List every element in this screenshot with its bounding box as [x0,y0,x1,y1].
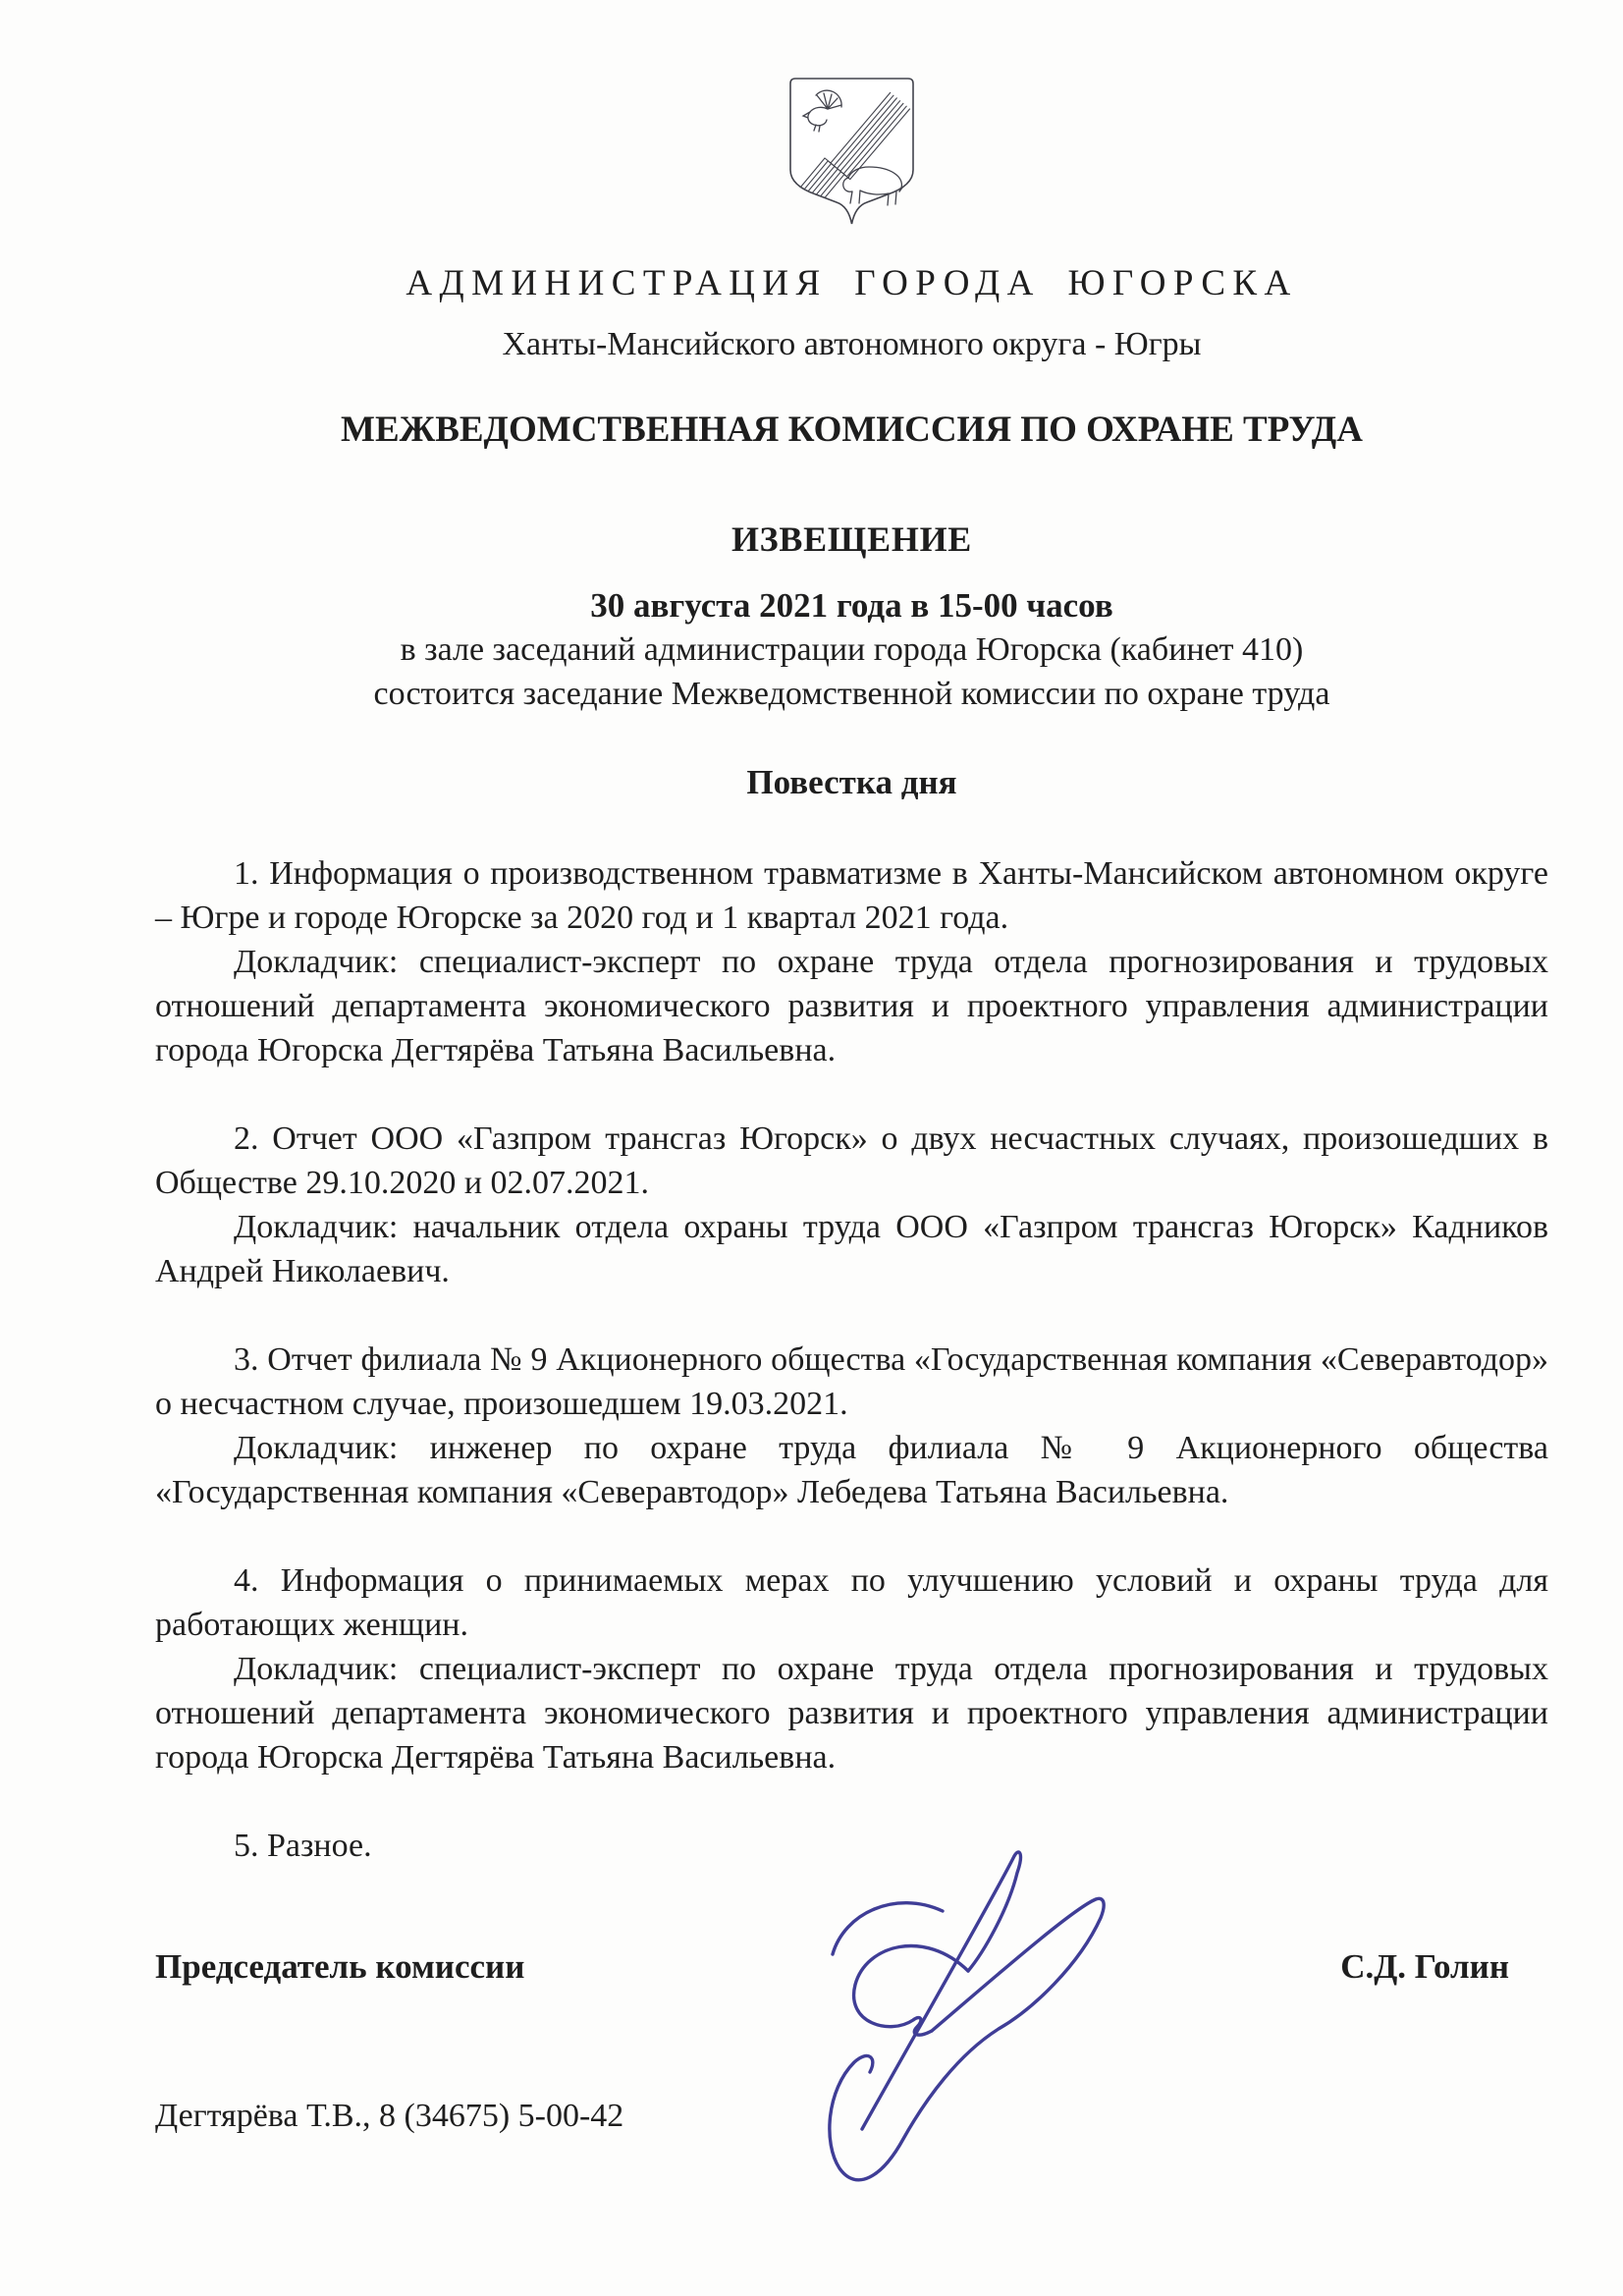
chairman-title: Председатель комиссии [155,1947,525,1986]
agenda-item-text: 4. Информация о принимаемых мерах по улучшению условий и охраны труда для работающих женщин. [155,1562,1548,1643]
meeting-datetime: 30 августа 2021 года в 15-00 часов [590,586,1113,625]
agenda-item-speaker: Докладчик: специалист-эксперт по охране труда отдела прогнозирования и трудовых отношений департамента экономического развития и проектного управления администрации города Югорска Дегтярёва Татьяна Васильевна. [155,944,1548,1068]
agenda-list [155,851,1548,1868]
organization-region: Ханты-Мансийского автономного округа - Югры [502,326,1202,362]
chairman-name: С.Д. Голин [1340,1947,1509,1986]
agenda-title: Повестка дня [746,763,957,801]
handwritten-signature [766,1827,1257,2288]
meeting-event: состоится заседание Межведомственной комиссии по охране труда [373,676,1330,712]
agenda-item [155,1824,1548,1868]
agenda-item [155,1338,1548,1514]
agenda-item [155,1117,1548,1293]
agenda-item [155,1558,1548,1779]
signature-row [155,1944,1548,1989]
document-title: ИЗВЕЩЕНИЕ [730,519,973,559]
agenda-item-text: 5. Разное. [234,1828,372,1864]
agenda-item-speaker: Докладчик: инженер по охране труда филиала № 9 Акционерного общества «Государственная компания «Северавтодор» Лебедева Татьяна Васильевна. [155,1430,1548,1510]
agenda-item-text: 3. Отчет филиала № 9 Акционерного общества «Государственная компания «Северавтодор» о несчастном случае, произошедшем 19.03.2021. [155,1341,1548,1422]
agenda-item-speaker: Докладчик: специалист-эксперт по охране труда отдела прогнозирования и трудовых отношений департамента экономического развития и проектного управления администрации города Югорска Дегтярёва Татьяна Васильевна. [155,1651,1548,1776]
coat-of-arms-icon [786,77,917,226]
agenda-item-speaker: Докладчик: начальник отдела охраны труда ООО «Газпром трансгаз Югорск» Кадников Андрей Николаевич. [155,1209,1548,1289]
agenda-item [155,851,1548,1072]
commission-name: МЕЖВЕДОМСТВЕННАЯ КОМИССИЯ ПО ОХРАНЕ ТРУДА [341,410,1363,450]
organization-name: АДМИНИСТРАЦИЯ ГОРОДА ЮГОРСКА [406,263,1298,303]
contact-line: Дегтярёва Т.В., 8 (34675) 5-00-42 [155,2098,624,2134]
agenda-item-text: 1. Информация о производственном травматизме в Ханты-Мансийском автономном округе – Югре и городе Югорске за 2020 год и 1 квартал 2021 года. [155,855,1548,936]
meeting-venue: в зале заседаний администрации города Югорска (кабинет 410) [400,631,1304,668]
agenda-item-text: 2. Отчет ООО «Газпром трансгаз Югорск» о двух несчастных случаях, произошедших в Обществе 29.10.2020 и 02.07.2021. [155,1121,1548,1201]
